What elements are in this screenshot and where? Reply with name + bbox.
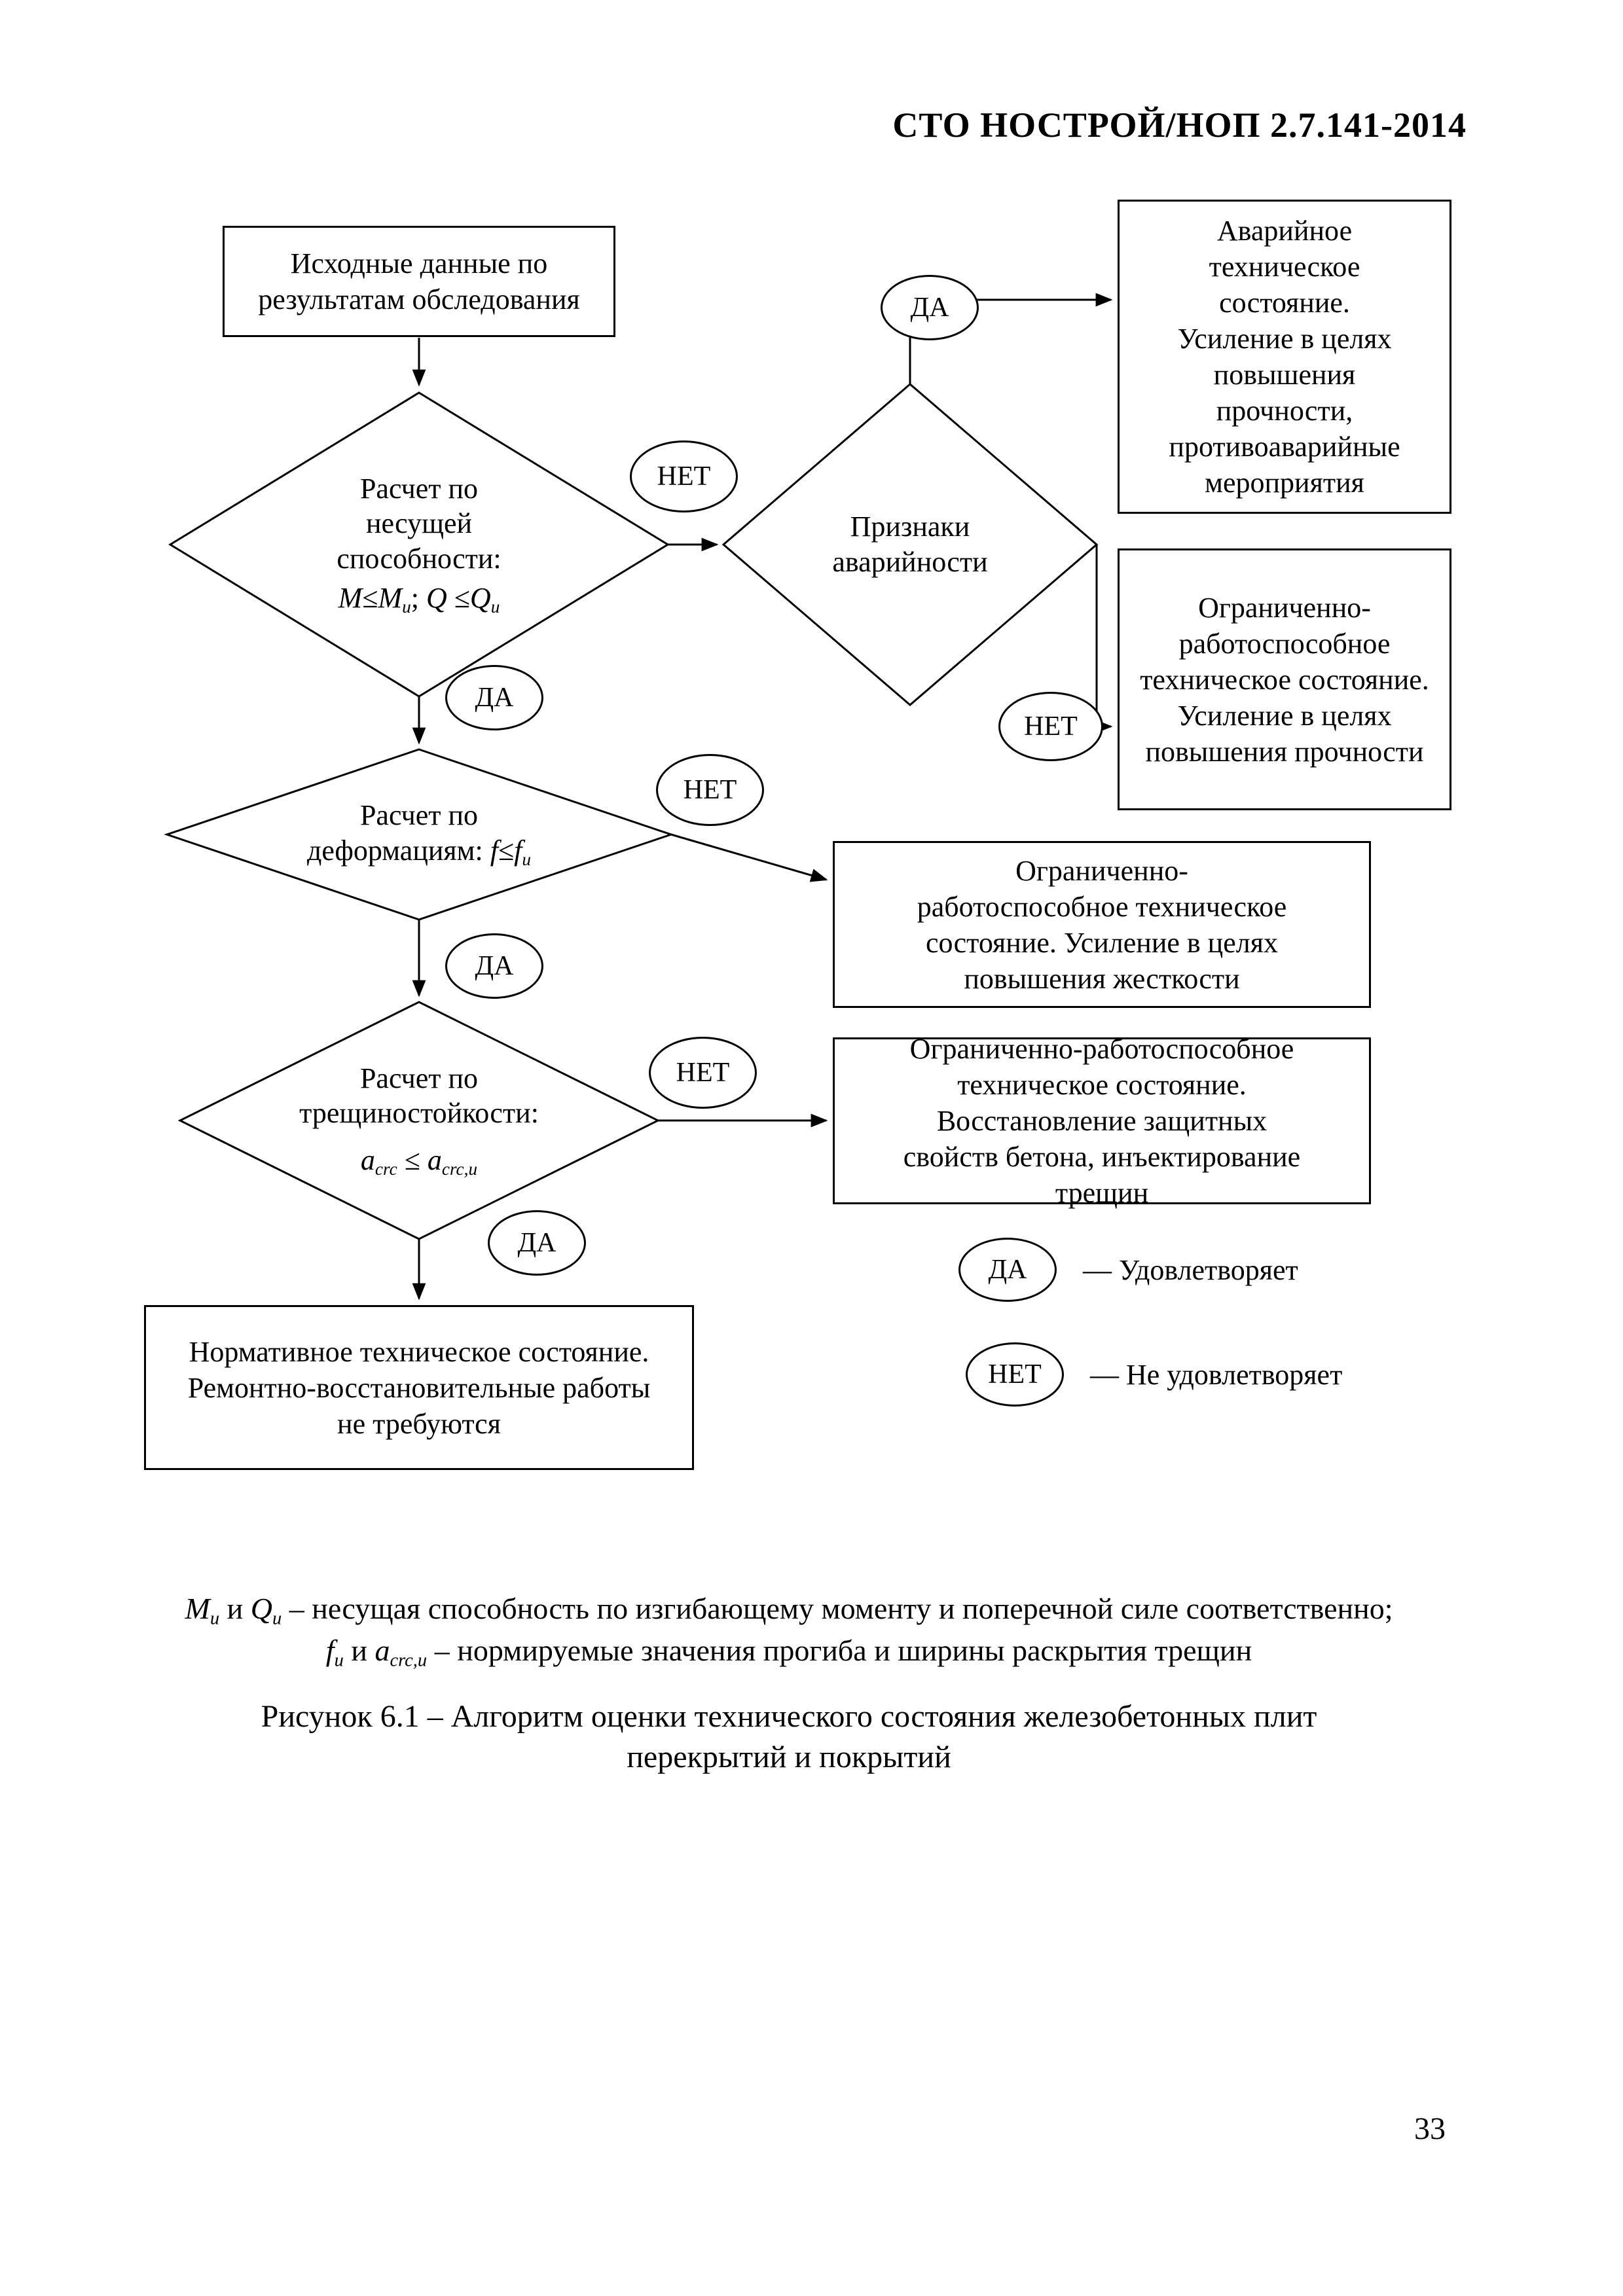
footnote-line-1: $M_u$ и $Q_u$ – несущая способность по изгибающему моменту и поперечной силе соответственно; bbox=[185, 1592, 1393, 1629]
outcome-limited-cracks-box bbox=[833, 1033, 1371, 1209]
outcome-limited-stiffness-text: Ограниченно-работоспособное техническое состояние. Усиление в целях повышения жесткости bbox=[917, 854, 1287, 995]
decision-capacity-title: Расчет по несущей способности: bbox=[337, 472, 501, 575]
outcome-emergency-box bbox=[1118, 200, 1451, 514]
outcome-limited-strength-text: Ограниченно-работоспособное техническое состояние. Усиление в целях повышения прочности bbox=[1140, 591, 1429, 768]
no-badge-emergency: НЕТ bbox=[998, 692, 1103, 761]
no-badge-cracking: НЕТ bbox=[649, 1037, 757, 1109]
legend-no-badge: НЕТ bbox=[966, 1342, 1064, 1407]
yes-badge-cracking: ДА bbox=[488, 1210, 586, 1276]
outcome-emergency-text: Аварийное техническое состояние. Усиление в целях повышения прочности, противоаварийные мероприятия bbox=[1169, 215, 1400, 499]
legend-yes-text: — Удовлетворяет bbox=[1083, 1253, 1298, 1286]
outcome-limited-strength-box bbox=[1118, 548, 1451, 810]
no-badge-deflection: НЕТ bbox=[656, 754, 764, 826]
page-number: 33 bbox=[1414, 2111, 1446, 2146]
outcome-limited-cracks-text: Ограниченно-работоспособное техническое состояние. Восстановление защитных свойств бетона, инъектирование трещин bbox=[903, 1033, 1301, 1209]
outcome-normative-text: Нормативное техническое состояние. Ремонтно-восстановительные работы не требуются bbox=[187, 1335, 651, 1440]
outcome-limited-stiffness-box bbox=[833, 841, 1371, 1008]
decision-cracking-title: Расчет по трещиностойкости: bbox=[299, 1062, 539, 1130]
arrow-emergency-no-to-outcome bbox=[1097, 545, 1111, 726]
decision-deflection-label bbox=[167, 749, 671, 920]
legend-no-text: — Не удовлетворяет bbox=[1090, 1358, 1343, 1391]
decision-capacity-formula: $M\le M_u$; $Q \le Q_u$ bbox=[338, 581, 500, 617]
yes-badge-deflection: ДА bbox=[445, 933, 543, 999]
decision-capacity-label bbox=[170, 393, 668, 696]
legend-yes-badge: ДА bbox=[958, 1238, 1057, 1302]
figure-caption-line-1: Рисунок 6.1 – Алгоритм оценки технического состояния железобетонных плит bbox=[261, 1699, 1317, 1734]
decision-deflection-title: Расчет по деформациям: $f\le f_u$ bbox=[306, 799, 532, 870]
footnote-line-2: $f_u$ и $a_{crc,u}$ – нормируемые значения прогиба и ширины раскрытия трещин bbox=[325, 1633, 1252, 1671]
no-badge-capacity: НЕТ bbox=[630, 440, 738, 512]
yes-badge-capacity: ДА bbox=[445, 665, 543, 730]
decision-cracking-label bbox=[180, 1002, 658, 1239]
outcome-normative-box bbox=[144, 1305, 694, 1470]
decision-emergency-title: Признаки аварийности bbox=[832, 511, 988, 578]
arrow-deflection-no-to-outcome bbox=[671, 834, 826, 880]
decision-emergency-label bbox=[723, 384, 1097, 705]
legend-yes-row bbox=[958, 1238, 1298, 1302]
start-box bbox=[223, 226, 615, 337]
figure-caption-line-2: перекрытий и покрытий bbox=[627, 1740, 951, 1775]
start-box-text: Исходные данные по результатам обследования bbox=[258, 247, 580, 315]
footnote bbox=[65, 1589, 1512, 1672]
decision-cracking-formula: $a_{crc} \le a_{crc,u}$ bbox=[360, 1143, 478, 1179]
figure-caption bbox=[65, 1696, 1512, 1778]
yes-badge-emergency: ДА bbox=[881, 275, 979, 340]
header-standard-number: СТО НОСТРОЙ/НОП 2.7.141-2014 bbox=[892, 105, 1467, 145]
legend-no-row bbox=[966, 1342, 1342, 1407]
